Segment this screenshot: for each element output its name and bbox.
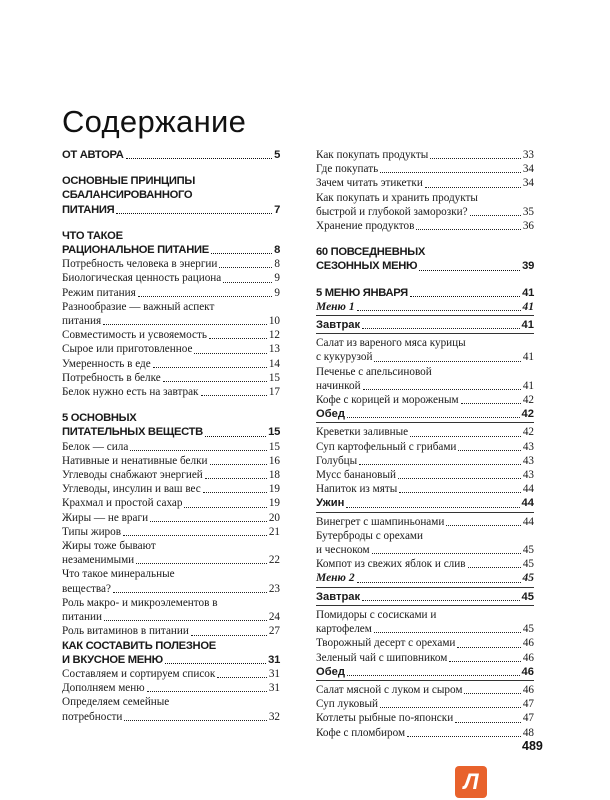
toc-entry[interactable] — [62, 539, 280, 567]
toc-page-number: 45 — [522, 572, 534, 585]
dot-leader — [136, 563, 267, 564]
toc-entry-title: ЧТО ТАКОЕ — [62, 229, 123, 242]
toc-page-number: 43 — [522, 440, 534, 453]
toc-page-number: 42 — [522, 426, 534, 439]
toc-entry[interactable] — [316, 571, 534, 587]
dot-leader — [116, 213, 272, 214]
toc-entry-title: Кофе с пломбиром — [316, 726, 406, 739]
toc-entry[interactable] — [62, 667, 280, 681]
toc-page-number: 41 — [522, 351, 534, 364]
toc-page-number: 41 — [522, 286, 534, 299]
toc-entry[interactable] — [316, 191, 534, 219]
toc-entry-title: Как покупать продукты — [316, 149, 429, 161]
toc-entry[interactable] — [62, 328, 280, 342]
toc-entry[interactable] — [62, 385, 280, 399]
toc-entry[interactable] — [316, 515, 534, 529]
toc-entry[interactable] — [316, 683, 534, 697]
toc-entry-title: Завтрак — [316, 319, 361, 332]
toc-entry-title: Углеводы, инсулин и ваш вес — [62, 483, 201, 496]
toc-entry[interactable] — [62, 229, 280, 257]
toc-entry-title: Роль витаминов в питании — [62, 625, 189, 638]
toc-entry[interactable] — [316, 286, 534, 300]
toc-entry-title: быстрой и глубокой заморозки? — [316, 205, 468, 218]
toc-entry-title: Нативные и ненативные белки — [62, 454, 208, 467]
toc-page-number: 44 — [521, 497, 534, 510]
dot-leader — [194, 353, 266, 354]
toc-entry[interactable] — [62, 371, 280, 385]
toc-entry-title: Белок нужно есть на завтрак — [62, 386, 199, 399]
toc-page-number: 41 — [522, 379, 534, 392]
dot-leader — [147, 691, 267, 692]
dot-leader — [464, 693, 520, 694]
dot-leader — [123, 535, 267, 536]
toc-entry-title: Винегрет с шампиньонами — [316, 515, 445, 528]
dot-leader — [219, 267, 272, 268]
toc-page-number: 23 — [268, 582, 280, 595]
toc-page-number: 42 — [522, 394, 534, 407]
toc-entry-title: Зеленый чай с шиповником — [316, 651, 448, 664]
toc-entry[interactable] — [316, 496, 534, 512]
dot-leader — [468, 567, 521, 568]
toc-entry-title: ОТ АВТОРА — [62, 149, 124, 161]
toc-entry[interactable] — [316, 219, 534, 233]
dot-leader — [347, 417, 520, 418]
dot-leader — [346, 507, 519, 508]
dot-leader — [191, 635, 267, 636]
toc-entry[interactable] — [62, 567, 280, 595]
toc-entry-title: Напиток из мяты — [316, 483, 398, 496]
toc-entry[interactable] — [316, 697, 534, 711]
dot-leader — [410, 436, 521, 437]
toc-entry[interactable] — [62, 271, 280, 285]
toc-entry-title: Суп луковый — [316, 698, 378, 711]
toc-entry-title: Завтрак — [316, 590, 361, 603]
toc-entry[interactable] — [62, 596, 280, 624]
toc-entry-title: Белок — сила — [62, 440, 129, 453]
toc-page-number: 15 — [268, 371, 280, 384]
dot-leader — [113, 592, 267, 593]
toc-entry-title: Крахмал и простой сахар — [62, 497, 183, 510]
toc-page-number: 22 — [268, 554, 280, 567]
dot-leader — [347, 675, 520, 676]
toc-page-number: 36 — [522, 220, 534, 233]
toc-entry[interactable] — [62, 468, 280, 482]
dot-leader — [458, 450, 520, 451]
dot-leader — [461, 403, 521, 404]
toc-page-number: 21 — [268, 525, 280, 538]
toc-entry-title: Составляем и сортируем список — [62, 667, 216, 680]
dot-leader — [398, 478, 521, 479]
toc-entry[interactable] — [316, 608, 534, 636]
toc-entry[interactable] — [62, 681, 280, 695]
toc-page-number: 19 — [268, 497, 280, 510]
dot-leader — [211, 253, 272, 254]
toc-page-number: 7 — [274, 203, 280, 216]
toc-entry-title: Салат из вареного мяса курицы — [316, 337, 466, 350]
toc-page-number: 45 — [521, 590, 534, 603]
toc-page-number: 44 — [522, 483, 534, 496]
toc-page-number: 19 — [268, 483, 280, 496]
toc-entry[interactable] — [62, 482, 280, 496]
toc-entry[interactable] — [316, 162, 534, 176]
toc-page-number: 10 — [268, 315, 280, 328]
toc-column-left — [62, 148, 280, 724]
dot-leader — [205, 436, 266, 437]
toc-entry-title: Типы жиров — [62, 525, 122, 538]
toc-entry[interactable] — [62, 174, 280, 217]
toc-entry-title: Определяем семейные — [62, 696, 170, 709]
toc-entry-title: питания — [62, 315, 102, 328]
toc-page-number: 46 — [522, 637, 534, 650]
dot-leader — [201, 395, 267, 396]
divider — [316, 333, 534, 334]
toc-entry[interactable] — [62, 411, 280, 439]
dot-leader — [407, 736, 521, 737]
toc-entry[interactable] — [316, 482, 534, 496]
toc-entry[interactable] — [62, 357, 280, 371]
toc-entry-title: ОСНОВНЫЕ ПРИНЦИПЫ — [62, 175, 195, 188]
toc-entry-title: 5 МЕНЮ ЯНВАРЯ — [316, 286, 408, 299]
toc-entry-title: Обед — [316, 408, 345, 421]
dot-leader — [165, 663, 266, 664]
dot-leader — [103, 324, 267, 325]
toc-entry[interactable] — [316, 148, 534, 162]
toc-entry[interactable] — [316, 636, 534, 650]
toc-entry[interactable] — [62, 286, 280, 300]
divider — [316, 605, 534, 606]
dot-leader — [457, 647, 520, 648]
dot-leader — [223, 282, 272, 283]
toc-page-number: 8 — [274, 244, 280, 257]
toc-entry[interactable] — [62, 342, 280, 356]
dot-leader — [357, 582, 521, 583]
toc-page-number: 27 — [268, 625, 280, 638]
toc-entry-title: РАЦИОНАЛЬНОЕ ПИТАНИЕ — [62, 244, 209, 257]
toc-entry[interactable] — [62, 525, 280, 539]
toc-page-number: 45 — [522, 558, 534, 571]
toc-entry-title: Бутерброды с орехами — [316, 529, 423, 542]
toc-entry[interactable] — [316, 711, 534, 725]
toc-page-number: 46 — [522, 651, 534, 664]
toc-page-number: 17 — [268, 386, 280, 399]
toc-entry-title: Как покупать и хранить продукты — [316, 191, 478, 204]
toc-entry[interactable] — [62, 148, 280, 162]
toc-entry[interactable] — [62, 300, 280, 328]
toc-entry[interactable] — [316, 300, 534, 316]
toc-entry-title: ПИТАНИЯ — [62, 203, 115, 216]
divider — [316, 587, 534, 588]
toc-entry-title: Мусс банановый — [316, 469, 396, 482]
toc-entry-title: Роль макро- и микроэлементов в — [62, 596, 218, 609]
toc-page-number: 46 — [521, 665, 534, 678]
dot-leader — [153, 367, 267, 368]
toc-page-number: 43 — [522, 454, 534, 467]
toc-page-number: 8 — [274, 258, 280, 271]
toc-entry-title: СЕЗОННЫХ МЕНЮ — [316, 260, 418, 273]
toc-entry-title: Углеводы снабжают энергией — [62, 469, 203, 482]
toc-page-number: 24 — [268, 611, 280, 624]
toc-entry-title: Биологическая ценность рациона — [62, 272, 222, 285]
toc-page-number: 41 — [521, 319, 534, 332]
dot-leader — [359, 464, 521, 465]
toc-entry[interactable] — [316, 726, 534, 740]
toc-entry-title: Салат мясной с луком и сыром — [316, 683, 463, 696]
toc-entry-title: Суп картофельный с грибами — [316, 440, 457, 453]
toc-entry-title: Меню 2 — [316, 572, 355, 585]
toc-page-number: 20 — [268, 511, 280, 524]
toc-entry[interactable] — [316, 336, 534, 364]
toc-entry[interactable] — [316, 665, 534, 681]
dot-leader — [210, 464, 267, 465]
dot-leader — [124, 720, 266, 721]
toc-page-number: 32 — [268, 710, 280, 723]
divider — [316, 422, 534, 423]
toc-entry-title: Режим питания — [62, 286, 136, 299]
toc-page-number: 13 — [268, 343, 280, 356]
toc-entry-title: начинкой — [316, 379, 361, 392]
toc-entry[interactable] — [62, 624, 280, 638]
toc-page-number: 41 — [522, 300, 534, 313]
dot-leader — [203, 492, 267, 493]
toc-page-number: 39 — [522, 260, 534, 273]
toc-entry-title: Котлеты рыбные по-японски — [316, 712, 454, 725]
toc-entry-title: потребности — [62, 710, 123, 723]
toc-entry-title: Где покупать — [316, 163, 379, 176]
toc-entry[interactable] — [316, 529, 534, 557]
toc-entry-title: Сырое или приготовленное — [62, 343, 193, 356]
toc-entry[interactable] — [316, 468, 534, 482]
toc-entry[interactable] — [316, 651, 534, 665]
toc-entry[interactable] — [62, 639, 280, 667]
toc-page-number: 47 — [522, 698, 534, 711]
toc-entry[interactable] — [316, 176, 534, 190]
toc-entry[interactable] — [62, 695, 280, 723]
toc-page-number: 47 — [522, 712, 534, 725]
dot-leader — [209, 338, 267, 339]
dot-leader — [455, 722, 521, 723]
dot-leader — [374, 361, 520, 362]
toc-entry-title: Дополняем меню — [62, 682, 145, 695]
toc-entry-title: 60 ПОВСЕДНЕВНЫХ — [316, 246, 426, 259]
toc-entry[interactable] — [316, 318, 534, 334]
dot-leader — [163, 381, 267, 382]
toc-entry-title: Умеренность в еде — [62, 357, 151, 370]
toc-entry-title: картофелем — [316, 623, 372, 636]
dot-leader — [425, 187, 521, 188]
toc-page-number: 15 — [268, 440, 280, 453]
toc-entry-title: Жиры тоже бывают — [62, 540, 156, 553]
dot-leader — [410, 296, 520, 297]
dot-leader — [104, 620, 267, 621]
toc-entry[interactable] — [62, 511, 280, 525]
dot-leader — [362, 328, 519, 329]
dot-leader — [374, 632, 521, 633]
toc-entry[interactable] — [316, 557, 534, 571]
toc-page-number: 31 — [268, 653, 280, 666]
dot-leader — [372, 553, 521, 554]
toc-entry[interactable] — [316, 393, 534, 407]
toc-entry[interactable] — [316, 365, 534, 393]
toc-entry-title: Жиры — не враги — [62, 511, 149, 524]
dot-leader — [362, 600, 519, 601]
toc-page-number: 45 — [522, 544, 534, 557]
toc-entry-title: вещества? — [62, 582, 111, 595]
dot-leader — [126, 158, 273, 159]
toc-page-number: 46 — [522, 683, 534, 696]
toc-page-number: 31 — [268, 682, 280, 695]
dot-leader — [430, 158, 521, 159]
toc-page-number: 33 — [522, 149, 534, 161]
toc-entry-title: Потребность человека в энергии — [62, 258, 218, 271]
toc-page-number: 15 — [268, 426, 280, 439]
toc-entry-title: Совместимость и усвояемость — [62, 329, 207, 342]
toc-entry-title: Потребность в белке — [62, 371, 161, 384]
toc-entry[interactable] — [316, 590, 534, 606]
toc-page-number: 9 — [274, 272, 280, 285]
toc-page-number: 42 — [521, 408, 534, 421]
toc-entry-title: с кукурузой — [316, 351, 373, 364]
toc-entry-title: Обед — [316, 665, 345, 678]
toc-entry[interactable] — [62, 496, 280, 510]
dot-leader — [380, 172, 521, 173]
dot-leader — [184, 507, 266, 508]
toc-entry-title: КАК СОСТАВИТЬ ПОЛЕЗНОЕ — [62, 639, 216, 652]
toc-page-number: 44 — [522, 515, 534, 528]
toc-entry-title: Помидоры с сосисками и — [316, 608, 437, 621]
publisher-logo-icon: Л — [455, 766, 487, 798]
toc-page-number: 34 — [522, 163, 534, 176]
dot-leader — [150, 521, 267, 522]
toc-entry[interactable] — [316, 245, 534, 273]
dot-leader — [138, 296, 273, 297]
dot-leader — [416, 229, 520, 230]
dot-leader — [470, 215, 521, 216]
toc-entry-title: Ужин — [316, 497, 345, 510]
toc-entry-title: Кофе с корицей и мороженым — [316, 394, 459, 407]
dot-leader — [446, 525, 520, 526]
toc-entry-title: Голубцы — [316, 454, 358, 467]
dot-leader — [380, 707, 521, 708]
toc-entry-title: И ВКУСНОЕ МЕНЮ — [62, 653, 163, 666]
page-title: Содержание — [62, 104, 247, 139]
dot-leader — [449, 661, 521, 662]
toc-entry-title: Что такое минеральные — [62, 568, 175, 581]
toc-page-number: 18 — [268, 469, 280, 482]
toc-entry-title: Хранение продуктов — [316, 220, 415, 233]
toc-entry-title: ПИТАТЕЛЬНЫХ ВЕЩЕСТВ — [62, 426, 203, 439]
toc-entry[interactable] — [316, 425, 534, 439]
toc-entry-title: питании — [62, 611, 102, 624]
toc-entry-title: Печенье с апельсиновой — [316, 365, 432, 378]
toc-page-number: 14 — [268, 357, 280, 370]
toc-entry-title: Разнообразие — важный аспект — [62, 300, 215, 313]
toc-page-number: 48 — [522, 726, 534, 739]
dot-leader — [130, 450, 267, 451]
toc-entry[interactable] — [316, 454, 534, 468]
toc-page-number: 43 — [522, 469, 534, 482]
dot-leader — [357, 310, 521, 311]
toc-entry-title: Меню 1 — [316, 300, 355, 313]
toc-page-number: 5 — [274, 149, 280, 161]
toc-entry-title: СБАЛАНСИРОВАННОГО — [62, 189, 193, 202]
divider — [316, 315, 534, 316]
toc-entry-title: и чесноком — [316, 544, 370, 557]
toc-entry-title: 5 ОСНОВНЫХ — [62, 412, 137, 425]
divider — [316, 680, 534, 681]
toc-page-number: 12 — [268, 329, 280, 342]
toc-page-number: 35 — [522, 205, 534, 218]
toc-entry[interactable] — [62, 257, 280, 271]
dot-leader — [419, 270, 520, 271]
toc-entry-title: незаменимыми — [62, 554, 135, 567]
toc-entry-title: Компот из свежих яблок и слив — [316, 558, 466, 571]
dot-leader — [217, 677, 266, 678]
toc-entry-title: Креветки заливные — [316, 426, 409, 439]
toc-page-number: 31 — [268, 667, 280, 680]
dot-leader — [363, 389, 521, 390]
toc-entry-title: Зачем читать этикетки — [316, 177, 423, 190]
toc-entry-title: Творожный десерт с орехами — [316, 637, 456, 650]
toc-entry[interactable] — [316, 440, 534, 454]
toc-entry[interactable] — [62, 454, 280, 468]
toc-column-right — [316, 148, 534, 740]
toc-page-number: 9 — [274, 286, 280, 299]
toc-page-number: 34 — [522, 177, 534, 190]
toc-entry[interactable] — [316, 407, 534, 423]
divider — [316, 512, 534, 513]
toc-page-number: 16 — [268, 454, 280, 467]
dot-leader — [399, 492, 521, 493]
toc-entry[interactable] — [62, 440, 280, 454]
toc-page-number: 45 — [522, 623, 534, 636]
page-number: 489 — [522, 739, 543, 753]
dot-leader — [205, 478, 267, 479]
